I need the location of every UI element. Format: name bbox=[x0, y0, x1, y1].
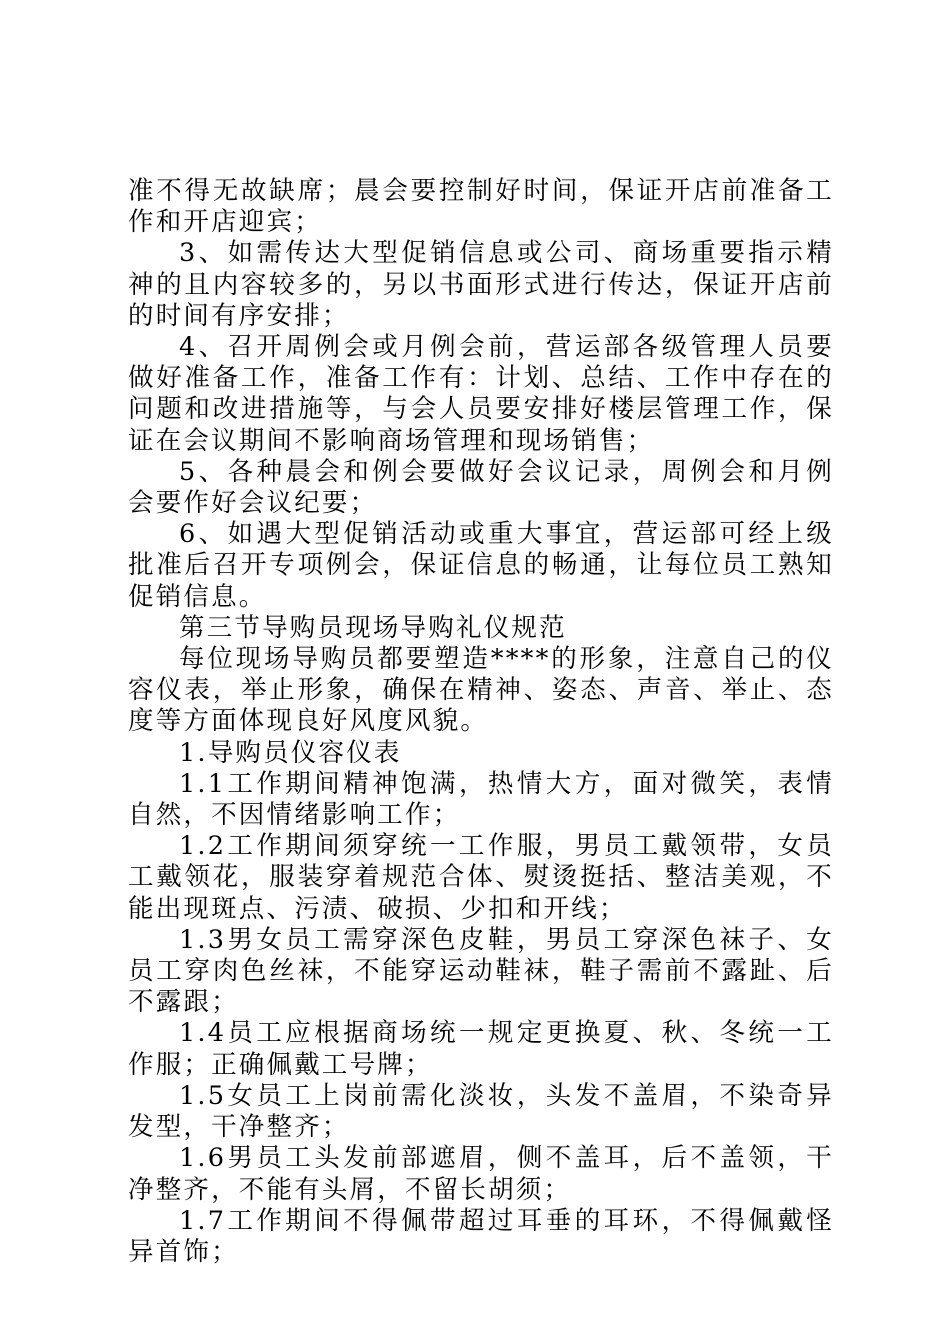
section-heading: 第三节导购员现场导购礼仪规范 bbox=[179, 612, 567, 643]
list-item-1-4: 1.4员工应根据商场统一规定更换夏、秋、冬统一工作服；正确佩戴工号牌； bbox=[128, 1018, 834, 1080]
paragraph-3: 4、召开周例会或月例会前，营运部各级管理人员要做好准备工作，准备工作有：计划、总结、工作中存在的问题和改进措施等，与会人员要安排好楼层管理工作，保证在会议期间不影响商场管理和现场销售； bbox=[128, 332, 834, 456]
list-item-1-5: 1.5女员工上岗前需化淡妆，头发不盖眉，不染奇异发型，干净整齐； bbox=[128, 1080, 834, 1143]
paragraph-5: 6、如遇大型促销活动或重大事宜，营运部可经上级批准后召开专项例会，保证信息的畅通，让每位员工熟知促销信息。 bbox=[128, 519, 834, 612]
list-item-1-7: 1.7工作期间不得佩带超过耳垂的耳环，不得佩戴怪异首饰； bbox=[128, 1205, 834, 1267]
list-item-1-1: 1.1工作期间精神饱满，热情大方，面对微笑，表情自然，不因情绪影响工作； bbox=[128, 768, 834, 831]
paragraph-7: 每位现场导购员都要塑造****的形象，注意自己的仪容仪表，举止形象，确保在精神、姿态、声音、举止、态度等方面体现良好风度风貌。 bbox=[128, 644, 834, 737]
list-item-1-6: 1.6男员工头发前部遮眉，侧不盖耳，后不盖领，干净整齐，不能有头屑，不留长胡须； bbox=[128, 1143, 834, 1205]
subsection-heading: 1.导购员仪容仪表 bbox=[179, 737, 402, 768]
paragraph-1: 准不得无故缺席；晨会要控制好时间，保证开店前准备工作和开店迎宾； bbox=[128, 176, 834, 238]
list-item-1-2: 1.2工作期间须穿统一工作服，男员工戴领带，女员工戴领花，服装穿着规范合体、熨烫挺括、整洁美观，不能出现斑点、污渍、破损、少扣和开线； bbox=[128, 831, 834, 924]
paragraph-4: 5、各种晨会和例会要做好会议记录，周例会和月例会要作好会议纪要； bbox=[128, 456, 834, 519]
document-body bbox=[128, 176, 834, 1268]
paragraph-2: 3、如需传达大型促销信息或公司、商场重要指示精神的且内容较多的，另以书面形式进行传达，保证开店前的时间有序安排； bbox=[128, 238, 834, 331]
list-item-1-3: 1.3男女员工需穿深色皮鞋，男员工穿深色袜子、女员工穿肉色丝袜，不能穿运动鞋袜，鞋子需前不露趾、后不露跟； bbox=[128, 924, 834, 1018]
